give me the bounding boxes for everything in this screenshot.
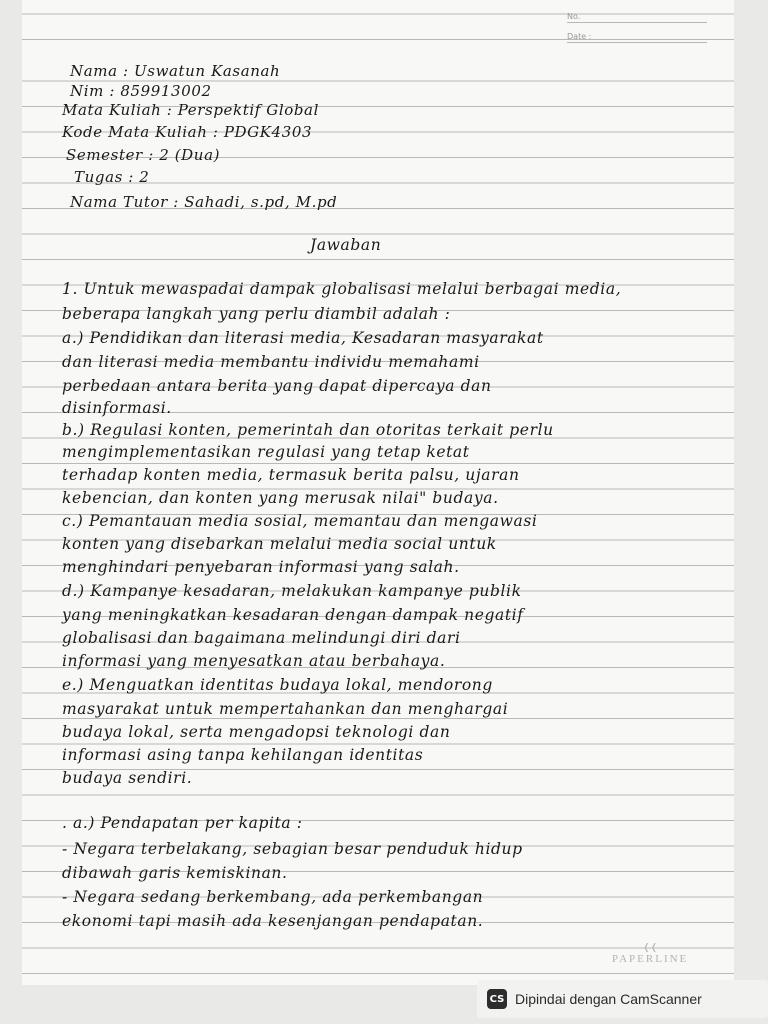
notebook-page: [22, 0, 734, 985]
text-line: informasi asing tanpa kehilangan identitas: [62, 746, 424, 764]
answer-title: Jawaban: [310, 236, 382, 254]
text-line: dan literasi media membantu individu memahami: [62, 353, 480, 371]
text-line: d.) Kampanye kesadaran, melakukan kampanye publik: [62, 582, 522, 600]
text-line: 1. Untuk mewaspadai dampak globalisasi melalui berbagai media,: [62, 280, 622, 298]
text-line: c.) Pemantauan media sosial, memantau dan mengawasi: [62, 512, 538, 530]
text-line: ekonomi tapi masih ada kesenjangan pendapatan.: [62, 912, 484, 930]
tutor-line: Nama Tutor : Sahadi, s.pd, M.pd: [70, 193, 338, 211]
assignment-line: Tugas : 2: [74, 168, 150, 186]
text-line: e.) Menguatkan identitas budaya lokal, mendorong: [62, 676, 493, 694]
text-line: kebencian, dan konten yang merusak nilai" budaya.: [62, 489, 499, 507]
nim-line: Nim : 859913002: [70, 82, 212, 100]
name-line: Nama : Uswatun Kasanah: [70, 62, 281, 80]
text-line: masyarakat untuk mempertahankan dan menghargai: [62, 700, 509, 718]
camscanner-icon: CS: [487, 989, 507, 1009]
course-code-line: Kode Mata Kuliah : PDGK4303: [62, 123, 313, 141]
camscanner-watermark: [477, 980, 768, 1018]
text-line: informasi yang menyesatkan atau berbahaya.: [62, 652, 446, 670]
text-line: . a.) Pendapatan per kapita :: [62, 814, 303, 832]
text-line: yang meningkatkan kesadaran dengan dampak negatif: [62, 606, 524, 624]
semester-line: Semester : 2 (Dua): [66, 146, 221, 164]
text-line: terhadap konten media, termasuk berita palsu, ujaran: [62, 466, 520, 484]
text-line: menghindari penyebaran informasi yang salah.: [62, 558, 460, 576]
date-field: Date :: [567, 32, 707, 43]
text-line: mengimplementasikan regulasi yang tetap ketat: [62, 443, 470, 461]
text-line: - Negara sedang berkembang, ada perkembangan: [62, 888, 484, 906]
course-line: Mata Kuliah : Perspektif Global: [62, 101, 319, 119]
text-line: beberapa langkah yang perlu diambil adalah :: [62, 305, 451, 323]
paperline-logo: [612, 942, 688, 965]
text-line: a.) Pendidikan dan literasi media, Kesadaran masyarakat: [62, 329, 544, 347]
text-line: disinformasi.: [62, 399, 172, 417]
paperline-wordmark: PAPERLINE: [612, 953, 689, 965]
text-line: budaya sendiri.: [62, 769, 193, 787]
text-line: budaya lokal, serta mengadopsi teknologi dan: [62, 723, 451, 741]
text-line: dibawah garis kemiskinan.: [62, 864, 288, 882]
text-line: konten yang disebarkan melalui media social untuk: [62, 535, 497, 553]
text-line: perbedaan antara berita yang dapat dipercaya dan: [62, 377, 492, 395]
no-field: No.: [567, 12, 707, 23]
text-line: - Negara terbelakang, sebagian besar penduduk hidup: [62, 840, 523, 858]
paperline-mark-icon: ❬❬: [642, 942, 658, 952]
text-line: globalisasi dan bagaimana melindungi diri dari: [62, 629, 461, 647]
camscanner-label: Dipindai dengan CamScanner: [515, 991, 702, 1007]
page-header-fields: [567, 12, 707, 52]
text-line: b.) Regulasi konten, pemerintah dan otoritas terkait perlu: [62, 421, 554, 439]
